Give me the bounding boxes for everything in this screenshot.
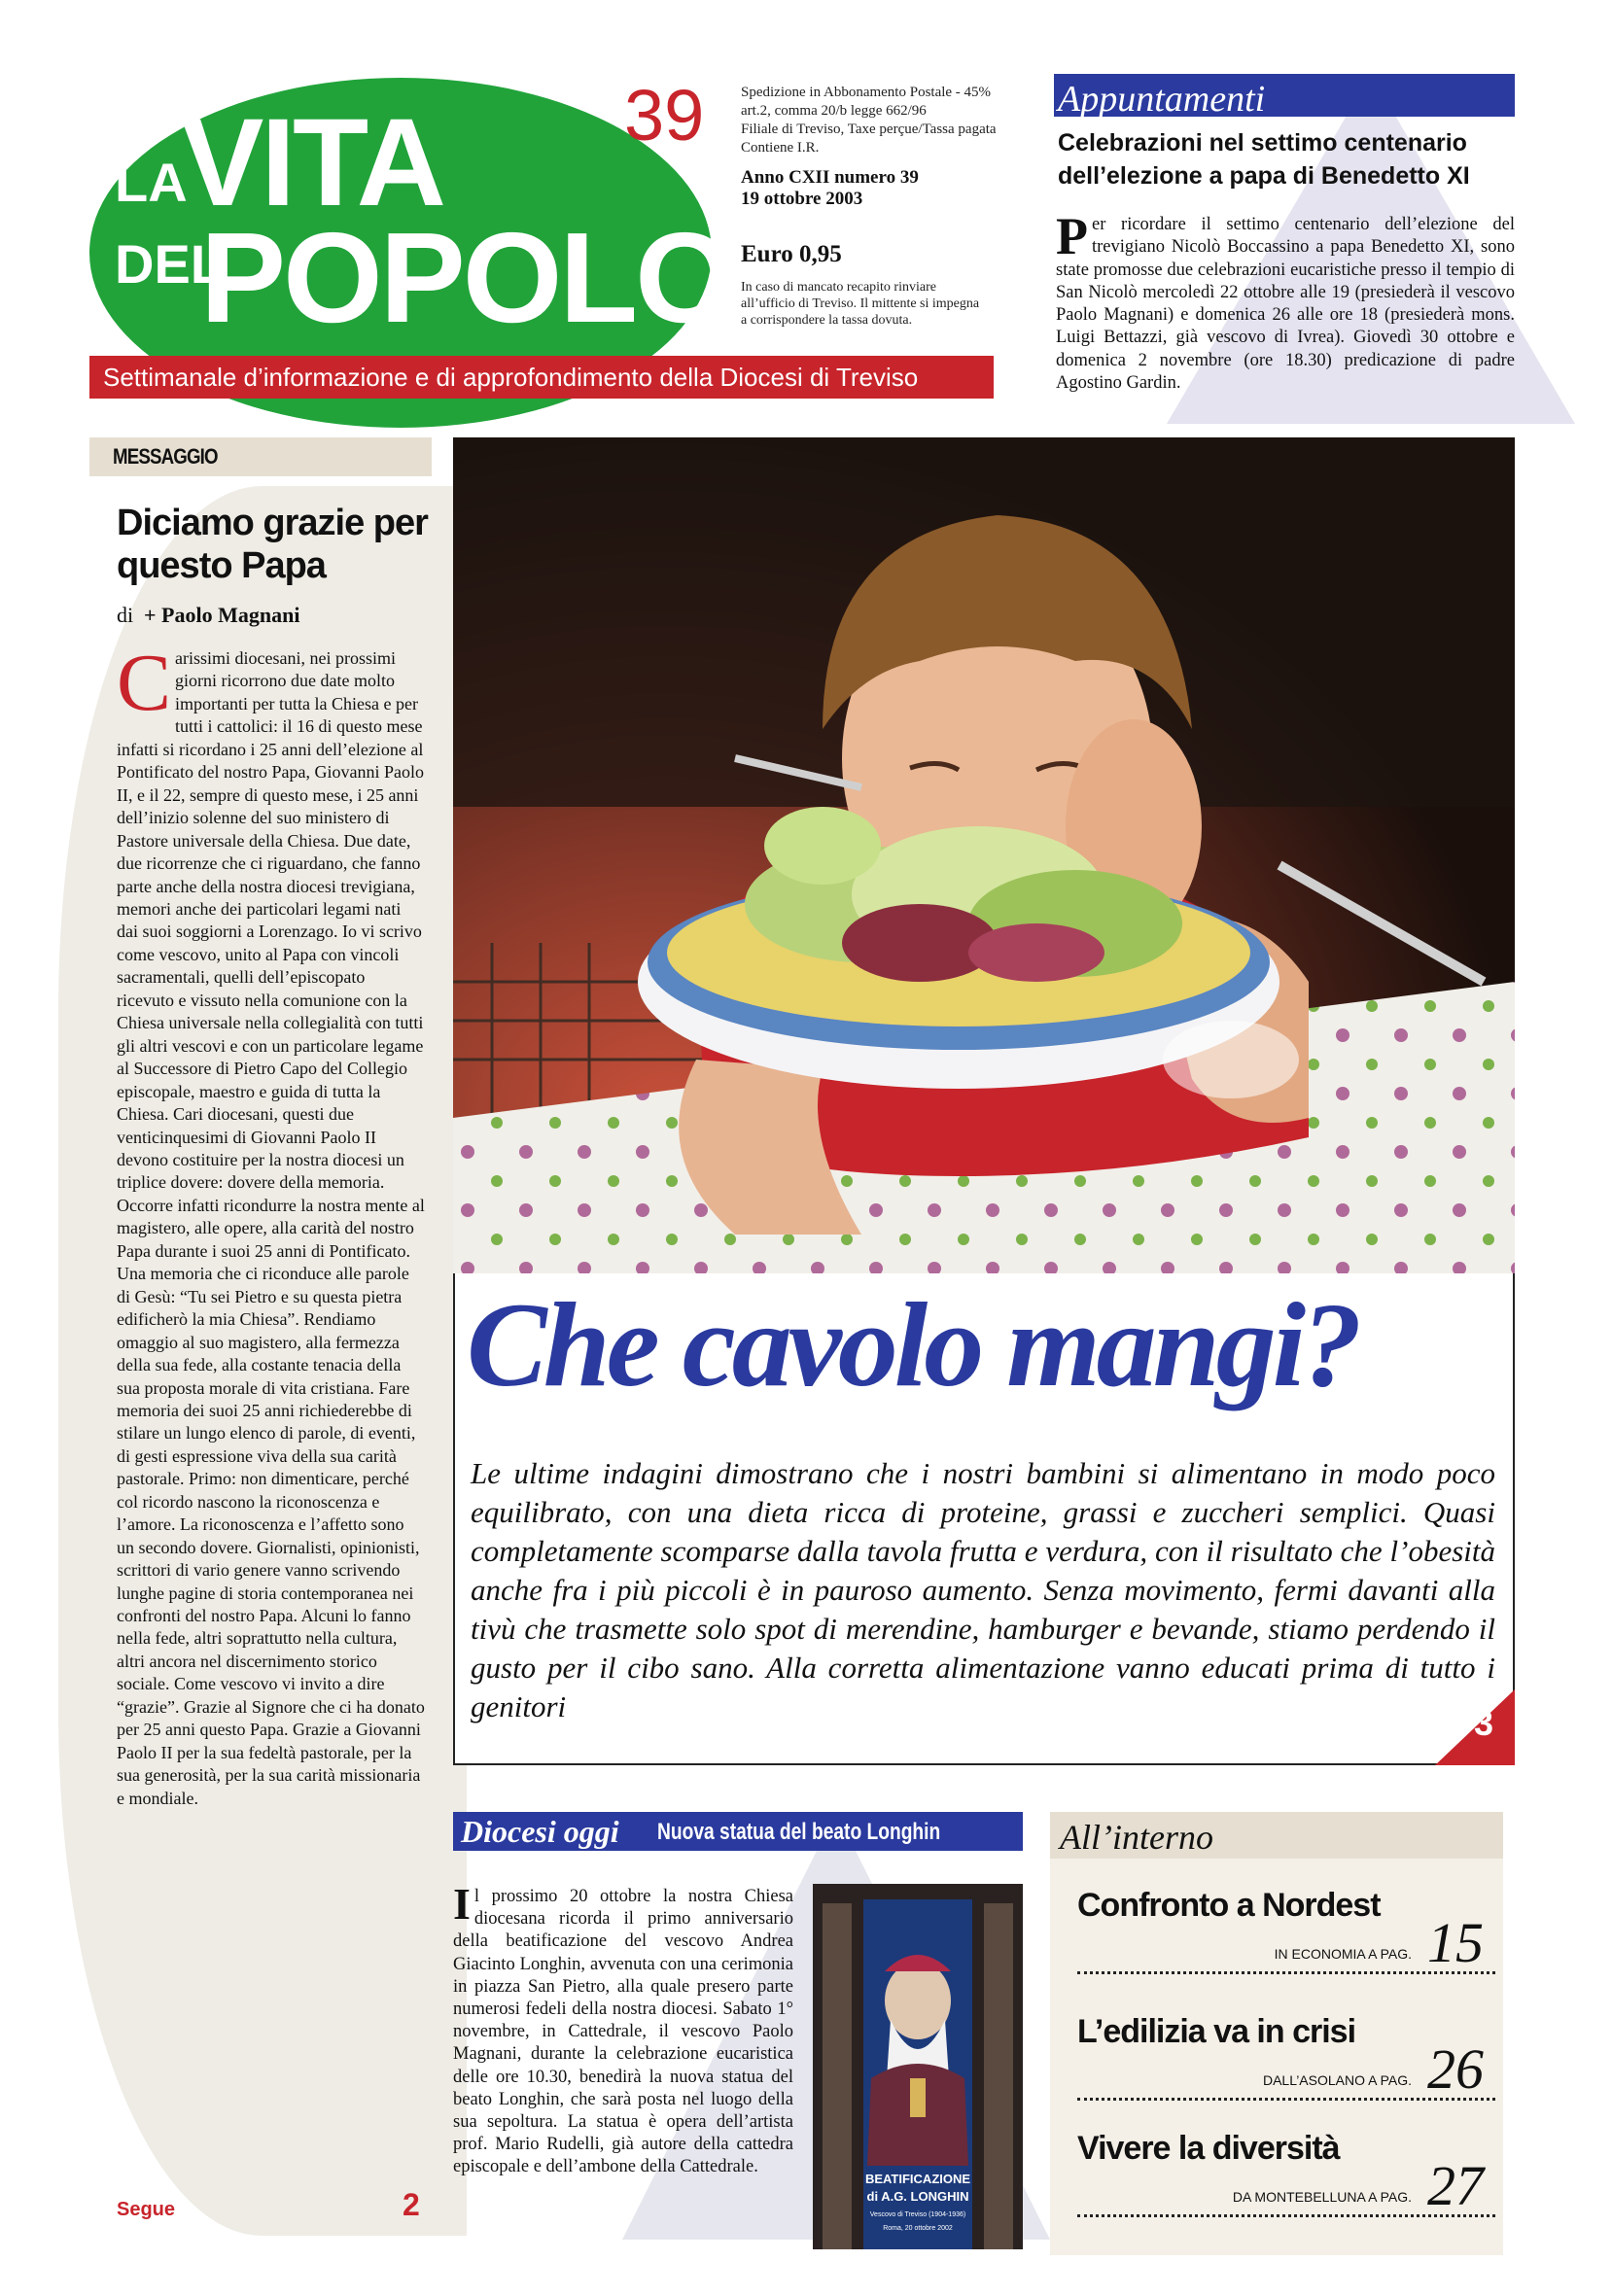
main-story-summary: Le ultime indagini dimostrano che i nostri bambini si alimentano in modo poco equilibrato, con una dieta ricca di proteine, grassi e zuccheri semplici. Quasi completamente scomparse dalla tavola frutta e verdura, con il risultato che l’obesità anche fra i più piccoli è in pauroso aumento. Senza movimento, fermi davanti alla tivù che trasmette solo spot di merendine, hamburger e bevande, stiamo perdendo il gusto per il cibo sano. Alla corretta alimentazione vanno educati prima di tutto i genitori bbox=[471, 1456, 1495, 1723]
cover-photo-child-eating-salad bbox=[453, 437, 1515, 1283]
diocesi-text: l prossimo 20 ottobre la nostra Chiesa diocesana ricorda il primo anniversario della beatificazione del vescovo Andrea Giacinto Longhin, avvenuta con una cerimonia in piazza San Pietro, alla quale presero parte numerosi fedeli della nostra diocesi. Sabato 1° novembre, in Cattedrale, il vescovo Paolo Magnani, durante la celebrazione eucaristica delle ore 10.30, benedirà la nuova statua del beato Longhin, che sarà posta nel luogo della sua sepoltura. La statua è opera dell’artista prof. Mario Rudelli, già autore della cattedra episcopale e dell’ambone della Cattedrale. bbox=[453, 1887, 793, 2177]
diocesi-subtitle: Nuova statua del beato Longhin bbox=[657, 1819, 941, 1845]
postal-line: art.2, comma 20/b legge 662/96 bbox=[741, 103, 927, 119]
main-headline[interactable]: Che cavolo mangi? bbox=[467, 1278, 1359, 1411]
delivery-line: all’ufficio di Treviso. Il mittente si impegna bbox=[741, 296, 980, 311]
messaggio-dropcap: C bbox=[117, 638, 172, 728]
masthead-title-popolo: POPOLO bbox=[200, 206, 732, 349]
issue-date: 19 ottobre 2003 bbox=[741, 189, 863, 209]
interno-item-page[interactable]: 27 bbox=[1427, 2154, 1484, 2217]
interno-item-page[interactable]: 15 bbox=[1427, 1911, 1484, 1974]
messaggio-author: + Paolo Magnani bbox=[144, 603, 300, 627]
messaggio-body bbox=[117, 638, 426, 1810]
masthead-title-la: LA bbox=[115, 152, 188, 213]
interno-item-page[interactable]: 26 bbox=[1427, 2037, 1484, 2101]
messaggio-section-label: MESSAGGIO bbox=[113, 444, 218, 469]
interno-divider bbox=[1077, 2214, 1495, 2217]
appuntamenti-body bbox=[1056, 207, 1515, 395]
interno-item-section: DALL’ASOLANO A PAG. bbox=[1262, 2072, 1412, 2088]
interno-item-diversita[interactable] bbox=[1077, 2129, 1495, 2230]
continue-page-number[interactable]: 2 bbox=[403, 2187, 420, 2222]
delivery-line: a corrispondere la tassa dovuta. bbox=[741, 313, 913, 328]
masthead-title-del: DEL bbox=[115, 233, 224, 295]
interno-divider bbox=[1077, 1971, 1495, 1974]
diocesi-dropcap: I bbox=[453, 1879, 471, 1929]
messaggio-author-prefix: di bbox=[117, 603, 134, 627]
issue-number: 39 bbox=[624, 75, 705, 156]
main-page-number[interactable]: 3 bbox=[1474, 1703, 1494, 1743]
banner-line-1: BEATIFICAZIONE bbox=[864, 2172, 971, 2186]
postal-info bbox=[741, 84, 1033, 157]
diocesi-label: Diocesi oggi bbox=[461, 1814, 619, 1849]
photo-longhin-banner bbox=[813, 1884, 1023, 2249]
continue-label[interactable]: Segue bbox=[117, 2199, 176, 2220]
diocesi-body bbox=[453, 1879, 793, 2179]
masthead-tagline: Settimanale d’informazione e di approfondimento della Diocesi di Treviso bbox=[89, 356, 994, 399]
interno-item-edilizia[interactable] bbox=[1077, 2012, 1495, 2113]
messaggio-text: arissimi diocesani, nei prossimi giorni ricorrono due date molto importanti per tutta la Chiesa e per tutti i cattolici: il 16 di questo mese infatti si ricordano i 25 anni dell’elezione al Pontificato del nostro Papa, Giovanni Paolo II, e il 22, sempre di questo mese, i 25 anni dell’inizio solenne del suo ministero di Pastore universale della Chiesa. Due date, due ricorrenze che ci riguardano, che fanno parte anche della nostra diocesi trevigiana, memori anche dei particolari legami nati dai suoi soggiorni a Lorenzago. Io vi scrivo come vescovo, unito al Papa con vincoli sacramentali, quelli dell’episcopato ricevuto e vissuto nella comunione con la Chiesa universale nella collegialità con tutti gli altri vescovi e con un particolare legame al Successore di Pietro Capo del Collegio episcopale, maestro e guida di tutta la Chiesa. Cari diocesani, questi due venticinquesimi di Giovanni Paolo II devono costituire per la nostra diocesi un triplice dovere: dovere della memoria. Occorre infatti ricondurre la nostra mente al magistero, alle opere, alla carità del nostro Papa durante i suoi 25 anni di Pontificato. Una memoria che ci riconduce alle parole di Gesù: “Tu sei Pietro e su questa pietra edificherò la mia Chiesa”. Rendiamo omaggio al suo magistero, alla fermezza della sua fede, alla costante tenacia della sua proposta morale di vita cristiana. Fare memoria dei suoi 25 anni richiederebbe di stilare un lungo elenco di parole, di eventi, di gesti espressione viva della sua carità pastorale. Primo: non dimenticare, perché col ricordo nascono la riconoscenza e l’amore. La riconoscenza e l’affetto sono un secondo dovere. Giornalisti, opinionisti, scrittori di vario genere vanno scrivendo lunghe pagine di storia contemporanea nei confronti del nostro Papa. Alcuni lo fanno nella fede, altri soprattutto nella cultura, altri ancora nel discernimento storico sociale. Come vescovo vi invito a dire “grazie”. Grazie al Signore che ci ha donato per 25 anni questo Papa. Grazie a Giovanni Paolo II per la sua fedeltà pastorale, per la sua generosità, per la sua carità missionaria e mondiale. bbox=[117, 648, 425, 1808]
banner-line-2: di A.G. LONGHIN bbox=[866, 2189, 969, 2204]
interno-item-title[interactable]: Confronto a Nordest bbox=[1077, 1887, 1381, 1924]
interno-item-section: DA MONTEBELLUNA A PAG. bbox=[1232, 2189, 1412, 2205]
appuntamenti-headline: Celebrazioni nel settimo centenario dell’elezione a papa di Benedetto XI bbox=[1058, 129, 1470, 190]
masthead-title-vita: VITA bbox=[181, 93, 444, 232]
interno-divider bbox=[1077, 2098, 1495, 2101]
postal-line: Spedizione in Abbonamento Postale - 45% bbox=[741, 85, 992, 100]
banner-line-3: Vescovo di Treviso (1904-1936) bbox=[869, 2211, 966, 2218]
appuntamenti-label: Appuntamenti bbox=[1058, 79, 1266, 120]
messaggio-title: Diciamo grazie per questo Papa bbox=[117, 503, 428, 586]
interno-item-title[interactable]: L’edilizia va in crisi bbox=[1077, 2013, 1356, 2050]
appuntamenti-dropcap: P bbox=[1056, 207, 1088, 265]
delivery-line: In caso di mancato recapito rinviare bbox=[741, 280, 936, 295]
appuntamenti-text: er ricordare il settimo centenario dell’elezione del trevigiano Nicolò Boccassino a papa Benedetto XI, sono state promosse due celebrazioni eucaristiche presso il tempio di San Nicolò mercoledì 22 ottobre alle 19 (presiederà il vescovo Paolo Magnani) e domenica 26 alle ore 18 (presiederà mons. Luigi Bettazzi, già vescovo di Ivrea). Giovedì 30 ottobre e domenica 2 novembre (ore 18.30) predicazione di padre Agostino Gardin. bbox=[1056, 215, 1515, 394]
postal-line: Filiale di Treviso, Taxe perçue/Tassa pagata bbox=[741, 122, 997, 137]
interno-label: All’interno bbox=[1060, 1818, 1213, 1857]
banner-line-4: Roma, 20 ottobre 2002 bbox=[883, 2225, 953, 2232]
interno-item-section: IN ECONOMIA A PAG. bbox=[1274, 1946, 1412, 1962]
issue-price: Euro 0,95 bbox=[741, 241, 842, 267]
delivery-note bbox=[741, 279, 1023, 329]
issue-year-line: Anno CXII numero 39 bbox=[741, 167, 919, 188]
interno-item-title[interactable]: Vivere la diversità bbox=[1077, 2130, 1340, 2167]
interno-item-confronto[interactable] bbox=[1077, 1886, 1495, 1987]
postal-line: Contiene I.R. bbox=[741, 140, 820, 156]
